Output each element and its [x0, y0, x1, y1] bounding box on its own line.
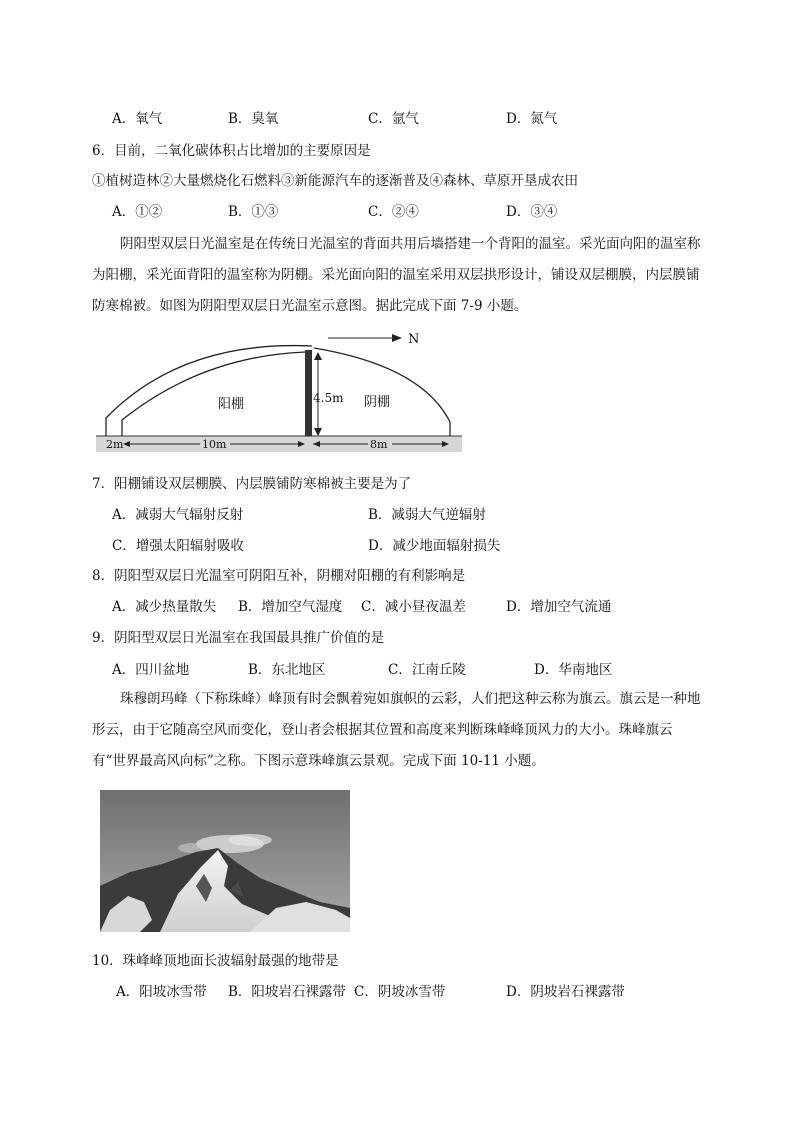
q7-option-d: D．减少地面辐射损失 — [368, 538, 501, 554]
q10-option-b: B．阳坡岩石裸露带 — [228, 984, 346, 1000]
q8-option-b: B．增加空气湿度 — [238, 599, 343, 615]
passage-greenhouse: 阴阳型双层日光温室是在传统日光温室的背面共用后墙搭建一个背阳的温室。采光面向阳的温室称为阳棚，采光面背阳的温室称为阴棚。采光面向阳的温室采用双层拱形设计，铺设双层棚膜，内层膜铺防寒棉被。如图为阴阳型双层日光温室示意图。据此完成下面 7-9 小题。 — [92, 236, 701, 314]
q6-option-d: D．③④ — [506, 204, 558, 220]
dim-2m-label: 2m — [106, 438, 124, 451]
q9-option-a: A．四川盆地 — [112, 662, 190, 678]
inner-arch — [122, 352, 306, 436]
q5-option-a: A．氧气 — [112, 111, 163, 127]
q8-option-c: C．减小昼夜温差 — [361, 599, 466, 615]
q5-option-b: B．臭氧 — [228, 111, 279, 127]
q6-option-c: C．②④ — [368, 204, 419, 220]
q8-option-a: A．减少热量散失 — [112, 599, 217, 615]
greenhouse-diagram — [92, 326, 472, 458]
yin-shed-label: 阴棚 — [364, 395, 391, 410]
q6-items: ①植树造林②大量燃烧化石燃料③新能源汽车的逐渐普及④森林、草原开垦成农田 — [92, 173, 578, 189]
q7-option-a: A．减弱大气辐射反射 — [112, 507, 244, 523]
north-arrow-head — [392, 334, 402, 342]
q9-option-c: C．江南丘陵 — [388, 662, 466, 678]
q10-option-d: D．阴坡岩石裸露带 — [506, 984, 625, 1000]
everest-flag-cloud-photo — [100, 790, 350, 932]
q9-option-b: B．东北地区 — [248, 662, 326, 678]
dim-10m-label: 10m — [202, 438, 227, 451]
height-label: 4.5m — [313, 391, 344, 405]
q6-option-b: B．①③ — [228, 204, 279, 220]
q5-option-c: C．氩气 — [368, 111, 419, 127]
back-wall — [305, 350, 312, 436]
dim-8m-label: 8m — [370, 438, 388, 451]
q6-option-a: A．①② — [112, 204, 163, 220]
yang-shed-label: 阳棚 — [218, 397, 245, 412]
q7-option-b: B．减弱大气逆辐射 — [368, 507, 486, 523]
outer-arch — [106, 346, 312, 436]
q6-stem: 6．目前，二氧化碳体积占比增加的主要原因是 — [92, 143, 371, 159]
q9-stem: 9．阴阳型双层日光温室在我国最具推广价值的是 — [92, 630, 385, 646]
q10-stem: 10．珠峰峰顶地面长波辐射最强的地带是 — [92, 953, 339, 969]
q8-stem: 8．阴阳型双层日光温室可阴阳互补，阴棚对阳棚的有利影响是 — [92, 568, 466, 584]
q7-option-c: C．增强太阳辐射吸收 — [112, 538, 244, 554]
q7-stem: 7．阳棚铺设双层棚膜、内层膜铺防寒棉被主要是为了 — [92, 476, 412, 492]
q10-option-c: C．阴坡冰雪带 — [354, 984, 446, 1000]
q9-option-d: D．华南地区 — [534, 662, 613, 678]
q5-option-d: D．氮气 — [506, 111, 558, 127]
q10-option-a: A．阳坡冰雪带 — [116, 984, 207, 1000]
q8-option-d: D．增加空气流通 — [506, 599, 612, 615]
passage-everest: 珠穆朗玛峰（下称珠峰）峰顶有时会飘着宛如旗帜的云彩，人们把这种云称为旗云。旗云是一种地形云，由于它随高空风而变化，登山者会根据其位置和高度来判断珠峰峰顶风力的大小。珠峰旗云有“世界最高风向标”之称。下图示意珠峰旗云景观。完成下面 10-11 小题。 — [92, 691, 701, 769]
north-label: N — [408, 332, 420, 347]
